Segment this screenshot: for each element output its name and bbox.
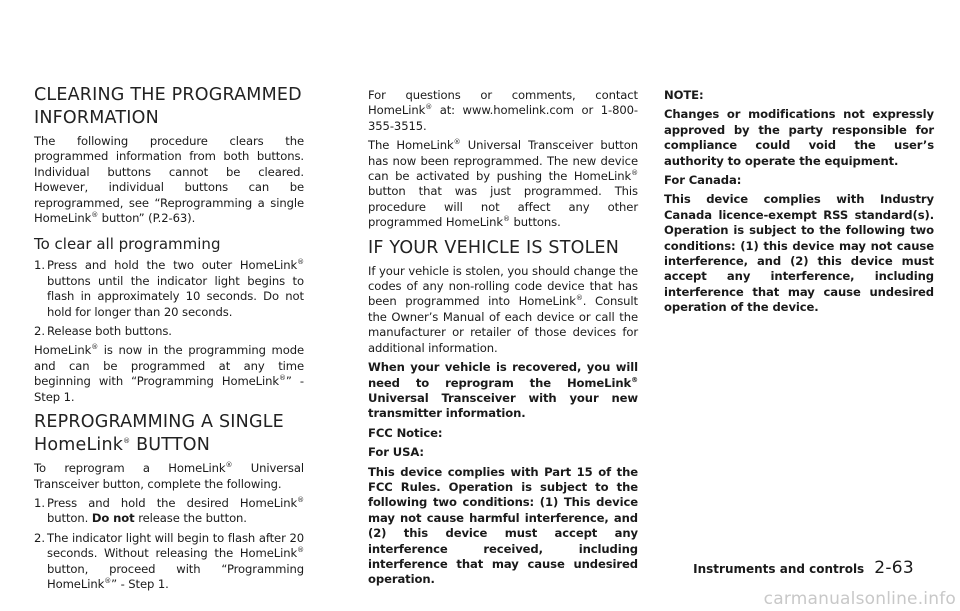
reprogram-step-2: 2. The indicator light will begin to flash after 20 seconds. Without releasing the HomeLink® button, proceed with “Programming HomeLink®” - Step 1.: [34, 530, 304, 591]
reg-mark: ®: [425, 103, 433, 112]
programming-mode-text: HomeLink® is now in the programming mode and can be programmed at any time beginning with “Programming HomeLink®” - Step 1.: [34, 343, 304, 404]
reg-mark: ®: [91, 211, 99, 220]
clear-step-1: 1. Press and hold the two outer HomeLink® buttons until the indicator light begins to flash in approximately 10 seconds. Do not hold for longer than 20 seconds.: [34, 258, 304, 319]
reg-mark: ®: [91, 343, 99, 352]
right-column: [664, 88, 934, 320]
for-usa-label: For USA:: [368, 445, 424, 460]
heading-clearing: [34, 84, 304, 130]
reg-mark: ®: [279, 374, 286, 383]
left-column: [34, 78, 304, 596]
heading-clearing-line1: CLEARING THE PROGRAMMED: [34, 85, 302, 105]
reprogram-intro: To reprogram a HomeLink® Universal Transceiver button, complete the following.: [34, 461, 304, 491]
clearing-intro: The following procedure clears the programmed information from both buttons. Individual buttons cannot be cleared. However, individual buttons can be reprogrammed, see “Reprogramming a single HomeLink® button” (P.2-63).: [34, 134, 304, 226]
reg-mark: ®: [631, 375, 638, 384]
watermark: carmanualsonline.info: [763, 589, 956, 609]
subheading-clear-all: To clear all programming: [34, 235, 221, 254]
reg-mark: ®: [575, 294, 583, 303]
reg-mark: ®: [503, 215, 510, 224]
reg-mark: ®: [631, 169, 638, 178]
reg-mark: ®: [297, 546, 304, 555]
fcc-notice-label: FCC Notice:: [368, 425, 443, 440]
page-footer: [693, 558, 914, 578]
reg-mark: ®: [104, 577, 112, 586]
reg-mark: ®: [225, 461, 233, 470]
note-label: NOTE:: [664, 88, 704, 102]
heading-stolen: IF YOUR VEHICLE IS STOLEN: [368, 237, 620, 258]
heading-reprogramming: REPROGRAMMING A SINGLE HomeLink® BUTTON: [34, 412, 284, 456]
reg-mark: ®: [297, 258, 304, 267]
changes-text: Changes or modifications not expressly approved by the party responsible for compliance could void the user’s authority to operate the equipment.: [664, 107, 934, 168]
stolen-text: If your vehicle is stolen, you should change the codes of any non-rolling code device that has been programmed into HomeLink®. Consult the Owner’s Manual of each device or call the manufacturer or retailer of those devices for additional information.: [368, 263, 638, 355]
recovered-text: When your vehicle is recovered, you will need to reprogram the HomeLink® Universal Transceiver with your new transmitter information.: [368, 360, 638, 421]
reg-mark: ®: [123, 437, 131, 446]
reg-mark: ®: [453, 138, 461, 147]
fcc-body: This device complies with Part 15 of the FCC Rules. Operation is subject to the following two conditions: (1) This device may not cause harmful interference, and (2) this device must accept any interference received, including interference that may cause undesired operation.: [368, 464, 638, 587]
reprogrammed-text: The HomeLink® Universal Transceiver button has now been reprogrammed. The new device can be activated by pushing the HomeLink® button that was just programmed. This procedure will not affect any other programmed HomeLink® buttons.: [368, 138, 638, 230]
reprogram-step-1: 1. Press and hold the desired HomeLink® button. Do not release the button.: [34, 495, 304, 526]
middle-column: [368, 88, 638, 592]
contact-text: For questions or comments, contact HomeLink® at: www.homelink.com or 1-800-355-3515.: [368, 88, 638, 133]
canada-body: This device complies with Industry Canada licence-exempt RSS standard(s). Operation is subject to the following two conditions: (1) this device may not cause interference, and (2) this device must accept any interference, including interference that may cause undesired operation of the device.: [664, 192, 934, 315]
section-name: Instruments and controls: [693, 562, 865, 576]
reg-mark: ®: [297, 496, 304, 505]
heading-clearing-line2: INFORMATION: [34, 108, 159, 128]
page-number: 2-63: [874, 558, 914, 578]
for-canada-label: For Canada:: [664, 173, 742, 188]
clear-step-2: 2. Release both buttons.: [34, 324, 172, 339]
